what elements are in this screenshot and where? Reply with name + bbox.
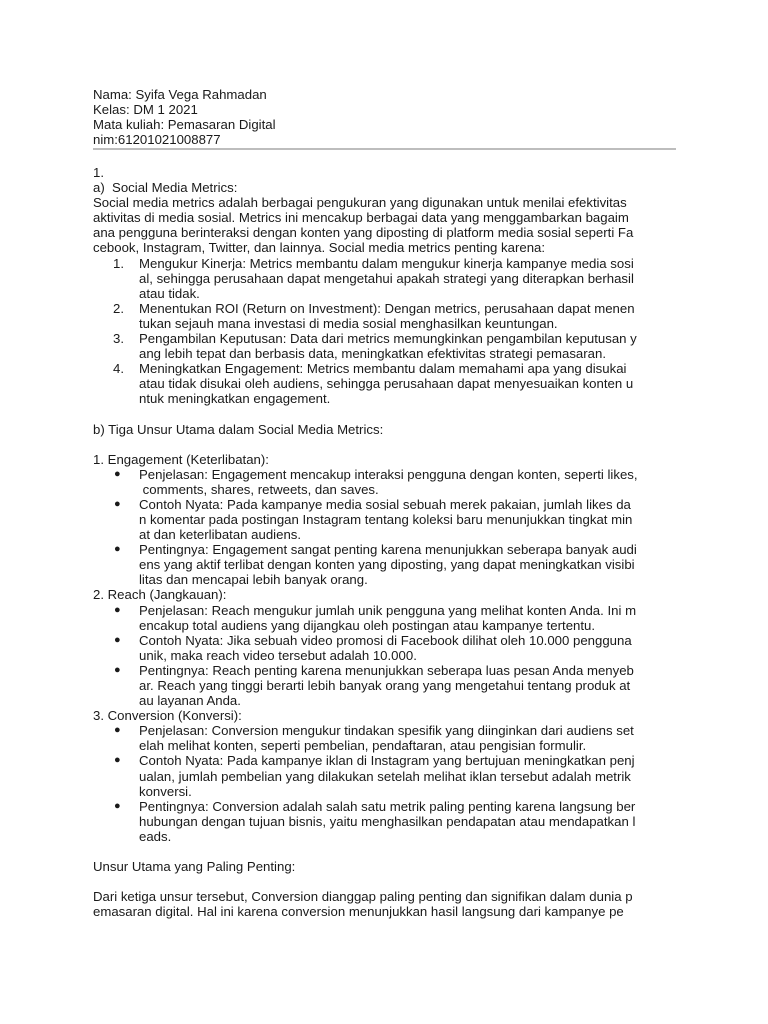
list-number: 1. (113, 255, 124, 271)
list-item-line: Meningkatkan Engagement: Metrics membantu dalam memahami apa yang disukai (139, 361, 627, 377)
list-item-line: tukan sejauh mana investasi di media sosial menghasilkan keuntungan. (139, 315, 558, 331)
subsection-a-title: a) Social Media Metrics: (93, 180, 238, 196)
bullet-line: Pentingnya: Conversion adalah salah satu metrik paling penting karena langsung ber (139, 798, 636, 814)
bullet-line: comments, shares, retweets, dan saves. (139, 481, 379, 497)
list-item-line: Menentukan ROI (Return on Investment): Dengan metrics, perusahaan dapat menen (139, 300, 635, 316)
bullet-icon: ● (114, 633, 121, 646)
bullet-item (93, 663, 677, 708)
bullet-line: ens yang aktif terlibat dengan konten yang diposting, yang dapat meningkatkan visibi (139, 557, 635, 573)
bullet-line: eads. (139, 828, 172, 844)
blank-line (93, 437, 677, 452)
bullet-line: unik, maka reach video tersebut adalah 10.000. (139, 647, 417, 663)
bullet-line: au layanan Anda. (139, 693, 241, 709)
bullet-line: Contoh Nyata: Pada kampanye media sosial sebuah merek pakaian, jumlah likes da (139, 496, 631, 512)
most-important-title: Unsur Utama yang Paling Penting: (93, 859, 296, 875)
bullet-icon: ● (114, 754, 121, 767)
blank-line (93, 874, 677, 889)
list-item (93, 361, 677, 406)
list-item-line: atau tidak disukai oleh audiens, sehingga perusahaan dapat menyesuaikan konten u (139, 376, 634, 392)
bullet-icon: ● (114, 799, 121, 812)
bullet-line: ar. Reach yang tinggi berarti lebih banyak orang yang mengetahui tentang produk at (139, 678, 631, 693)
list-item (93, 301, 677, 331)
bullet-line: encakup total audiens yang dijangkau oleh postingan atau kampanye tertentu. (139, 617, 596, 633)
bullet-icon: ● (114, 724, 121, 737)
reasons-list (93, 256, 677, 407)
list-item-line: ntuk meningkatkan engagement. (139, 391, 331, 407)
conversion-bullets (93, 723, 677, 844)
intro-paragraph (93, 195, 677, 255)
list-item-line: atau tidak. (139, 285, 200, 301)
bullet-line: Penjelasan: Conversion mengukur tindakan spesifik yang diinginkan dari audiens set (139, 723, 634, 739)
bullet-line: Contoh Nyata: Pada kampanye iklan di Instagram yang bertujuan meningkatkan penj (139, 753, 635, 769)
subsection-b-title: b) Tiga Unsur Utama dalam Social Media Metrics: (93, 421, 384, 437)
conclusion-paragraph (93, 889, 677, 919)
bullet-item (93, 497, 677, 542)
student-header (93, 87, 677, 150)
paragraph-line: cebook, Instagram, Twitter, dan lainnya. Social media metrics penting karena: (93, 240, 546, 256)
list-number: 2. (113, 300, 124, 316)
bullet-line: Penjelasan: Reach mengukur jumlah unik pengguna yang melihat konten Anda. Ini m (139, 602, 637, 618)
paragraph-line: Social media metrics adalah berbagai pengukuran yang digunakan untuk menilai efektivitas (93, 195, 627, 211)
bullet-item (93, 633, 677, 663)
list-item (93, 256, 677, 301)
student-id: nim:61201021008877 (93, 132, 221, 148)
list-number: 3. (113, 331, 124, 347)
list-number: 4. (113, 361, 124, 377)
list-item (93, 331, 677, 361)
bullet-icon: ● (114, 663, 121, 676)
bullet-item (93, 467, 677, 497)
element-title-engagement: 1. Engagement (Keterlibatan): (93, 451, 269, 467)
bullet-icon: ● (114, 497, 121, 510)
paragraph-line: ana pengguna berinteraksi dengan konten yang diposting di platform media sosial seperti Fa (93, 225, 634, 241)
paragraph-line: Dari ketiga unsur tersebut, Conversion dianggap paling penting dan signifikan dalam dunia p (93, 889, 633, 905)
bullet-item (93, 723, 677, 753)
bullet-item (93, 542, 677, 587)
bullet-item (93, 799, 677, 844)
blank-line (93, 844, 677, 859)
list-item-line: Mengukur Kinerja: Metrics membantu dalam mengukur kinerja kampanye media sosi (139, 255, 634, 271)
student-class: Kelas: DM 1 2021 (93, 102, 198, 118)
student-name: Nama: Syifa Vega Rahmadan (93, 87, 267, 102)
element-title-conversion: 3. Conversion (Konversi): (93, 708, 242, 724)
bullet-icon: ● (114, 467, 121, 480)
bullet-line: hubungan dengan tujuan bisnis, yaitu menghasilkan pendapatan atau mendapatkan l (139, 813, 636, 829)
bullet-line: n komentar pada postingan Instagram tentang koleksi baru menunjukkan tingkat min (139, 511, 633, 527)
list-item-line: al, sehingga perusahaan dapat mengetahui apakah strategi yang diterapkan berhasil (139, 270, 634, 286)
bullet-line: Penjelasan: Engagement mencakup interaksi pengguna dengan konten, seperti likes, (139, 466, 638, 482)
paragraph-line: emasaran digital. Hal ini karena conversion menunjukkan hasil langsung dari kampanye pe (93, 904, 624, 920)
list-item-line: Pengambilan Keputusan: Data dari metrics memungkinkan pengambilan keputusan y (139, 331, 637, 347)
document-body (93, 165, 677, 919)
bullet-item (93, 603, 677, 633)
bullet-icon: ● (114, 543, 121, 556)
bullet-line: at dan keterlibatan audiens. (139, 527, 302, 543)
bullet-item (93, 753, 677, 798)
blank-line (93, 407, 677, 422)
bullet-line: elah melihat konten, seperti pembelian, pendaftaran, atau pengisian formulir. (139, 738, 587, 754)
question-number: 1. (93, 165, 104, 180)
bullet-icon: ● (114, 603, 121, 616)
bullet-line: Pentingnya: Engagement sangat penting karena menunjukkan seberapa banyak audi (139, 542, 637, 558)
bullet-line: Contoh Nyata: Jika sebuah video promosi di Facebook dilihat oleh 10.000 pengguna (139, 632, 632, 648)
horizontal-divider (93, 148, 676, 150)
bullet-line: Pentingnya: Reach penting karena menunjukkan seberapa luas pesan Anda menyeb (139, 662, 634, 678)
element-title-reach: 2. Reach (Jangkauan): (93, 587, 227, 603)
engagement-bullets (93, 467, 677, 588)
course-name: Mata kuliah: Pemasaran Digital (93, 117, 276, 133)
bullet-line: konversi. (139, 783, 192, 799)
bullet-line: ualan, jumlah pembelian yang dilakukan setelah melihat iklan tersebut adalah metrik (139, 768, 631, 784)
list-item-line: ang lebih tepat dan berbasis data, meningkatkan efektivitas strategi pemasaran. (139, 346, 606, 362)
paragraph-line: aktivitas di media sosial. Metrics ini mencakup berbagai data yang menggambarkan bagaim (93, 210, 629, 226)
reach-bullets (93, 603, 677, 709)
bullet-line: litas dan mencapai lebih banyak orang. (139, 572, 368, 588)
